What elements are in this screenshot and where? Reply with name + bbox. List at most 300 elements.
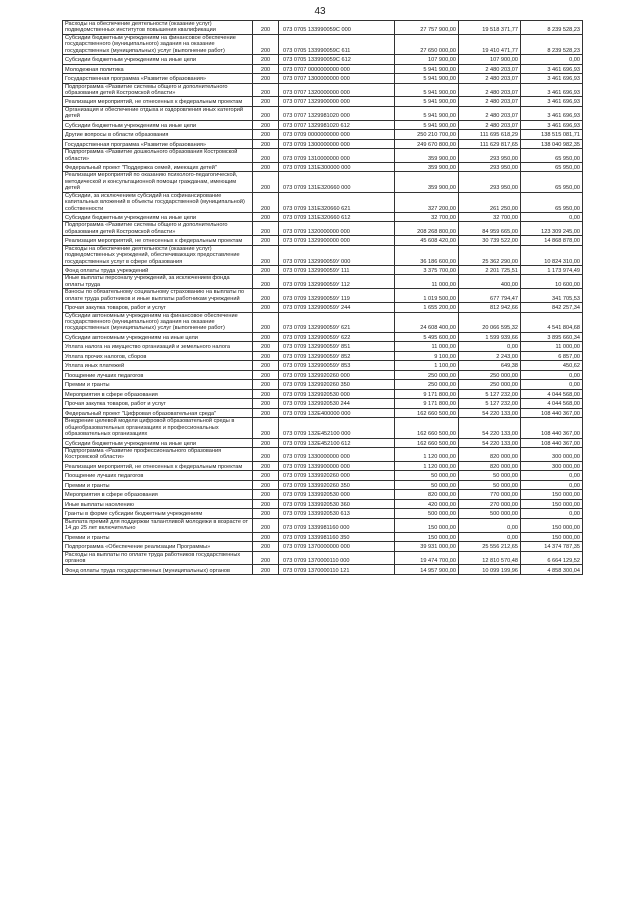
row-approved-amount-cell: 5 941 900,00 [395,97,459,107]
row-unexecuted-amount-cell: 341 705,53 [521,289,583,303]
row-admin-code-cell: 200 [253,332,279,342]
row-unexecuted-amount-cell: 3 461 696,93 [521,74,583,84]
row-name-cell: Подпрограмма «Развитие системы общего и дополнительного образования детей Костромской области» [63,83,253,97]
row-approved-amount-cell: 5 941 900,00 [395,74,459,84]
row-executed-amount-cell: 250 000,00 [459,370,521,380]
row-admin-code-cell: 200 [253,64,279,74]
row-approved-amount-cell: 327 200,00 [395,192,459,212]
row-budget-code-cell: 073 0709 132990059У 112 [279,275,395,289]
row-name-cell: Субсидии автономным учреждениям на финансовое обеспечение государственного (муниципального) задания на оказание государственных (муниципальных) услуг (выполнение работ) [63,312,253,332]
table-row [63,480,583,490]
row-executed-amount-cell: 261 250,00 [459,192,521,212]
table-row [63,509,583,519]
row-admin-code-cell: 200 [253,551,279,565]
row-admin-code-cell: 200 [253,370,279,380]
row-budget-code-cell: 073 0709 131Е300000 000 [279,162,395,172]
table-row [63,471,583,481]
row-budget-code-cell: 073 0709 131Е320660 000 [279,172,395,192]
row-approved-amount-cell: 1 120 000,00 [395,461,459,471]
row-admin-code-cell: 200 [253,120,279,130]
row-budget-code-cell: 073 0707 1300000000 000 [279,74,395,84]
table-row [63,83,583,97]
row-executed-amount-cell: 50 000,00 [459,480,521,490]
row-name-cell: Уплата иных платежей [63,361,253,371]
row-budget-code-cell: 073 0709 132990059У 119 [279,289,395,303]
table-row [63,389,583,399]
row-budget-code-cell: 073 0709 132Е452100 000 [279,418,395,438]
table-row [63,518,583,532]
row-budget-code-cell: 073 0709 1330000000 000 [279,448,395,462]
row-executed-amount-cell: 20 066 595,32 [459,312,521,332]
table-row [63,332,583,342]
row-unexecuted-amount-cell: 150 000,00 [521,490,583,500]
table-row [63,236,583,246]
row-executed-amount-cell: 12 810 570,48 [459,551,521,565]
row-approved-amount-cell: 39 931 000,00 [395,542,459,552]
row-unexecuted-amount-cell: 123 309 245,00 [521,222,583,236]
row-approved-amount-cell: 5 941 900,00 [395,106,459,120]
row-budget-code-cell: 073 0709 1339920530 360 [279,499,395,509]
row-executed-amount-cell: 19 410 471,77 [459,34,521,54]
row-name-cell: Премии и гранты [63,532,253,542]
table-row [63,499,583,509]
row-executed-amount-cell: 32 700,00 [459,212,521,222]
row-unexecuted-amount-cell: 10 824 310,00 [521,245,583,265]
row-executed-amount-cell: 812 942,66 [459,303,521,313]
row-approved-amount-cell: 32 700,00 [395,212,459,222]
row-unexecuted-amount-cell: 3 461 696,93 [521,83,583,97]
row-budget-code-cell: 073 0709 1370000000 000 [279,542,395,552]
row-approved-amount-cell: 24 608 400,00 [395,312,459,332]
row-name-cell: Расходы на обеспечение деятельности (оказание услуг) подведомственных учреждений, обеспечивающих предоставление государственных услуг в сфере образования [63,245,253,265]
row-admin-code-cell: 200 [253,461,279,471]
row-admin-code-cell: 200 [253,448,279,462]
row-admin-code-cell: 200 [253,342,279,352]
row-budget-code-cell: 073 0709 1329920260 000 [279,370,395,380]
row-executed-amount-cell: 820 000,00 [459,461,521,471]
row-executed-amount-cell: 2 243,00 [459,351,521,361]
row-budget-code-cell: 073 0709 132990059У 111 [279,265,395,275]
row-admin-code-cell: 200 [253,361,279,371]
row-admin-code-cell: 200 [253,380,279,390]
row-budget-code-cell: 073 0709 1329920260 350 [279,380,395,390]
row-admin-code-cell: 200 [253,106,279,120]
row-executed-amount-cell: 5 127 232,00 [459,389,521,399]
row-name-cell: Премии и гранты [63,480,253,490]
row-approved-amount-cell: 9 100,00 [395,351,459,361]
table-row [63,532,583,542]
row-approved-amount-cell: 162 660 500,00 [395,408,459,418]
row-name-cell: Федеральный проект "Поддержка семей, имеющих детей" [63,162,253,172]
row-admin-code-cell: 200 [253,172,279,192]
row-budget-code-cell: 073 0709 132990059У 244 [279,303,395,313]
row-budget-code-cell: 073 0709 1339981160 000 [279,518,395,532]
table-row [63,351,583,361]
row-name-cell: Государственная программа «Развитие образования» [63,74,253,84]
row-name-cell: Уплата прочих налогов, сборов [63,351,253,361]
row-unexecuted-amount-cell: 842 257,34 [521,303,583,313]
row-budget-code-cell: 073 0709 132990059У 851 [279,342,395,352]
row-unexecuted-amount-cell: 3 461 696,93 [521,106,583,120]
row-name-cell: Выплата премий для поддержки талантливой молодежи в возрасте от 14 до 25 лет включительно [63,518,253,532]
row-unexecuted-amount-cell: 14 868 878,00 [521,236,583,246]
row-admin-code-cell: 200 [253,192,279,212]
budget-table-body [63,21,583,575]
row-unexecuted-amount-cell: 0,00 [521,370,583,380]
row-admin-code-cell: 200 [253,149,279,163]
row-budget-code-cell: 073 0709 132990059У 852 [279,351,395,361]
row-executed-amount-cell: 50 000,00 [459,471,521,481]
row-admin-code-cell: 200 [253,399,279,409]
table-row [63,448,583,462]
row-executed-amount-cell: 1 599 939,66 [459,332,521,342]
table-row [63,370,583,380]
table-row [63,130,583,140]
table-row [63,192,583,212]
row-name-cell: Мероприятия в сфере образования [63,490,253,500]
row-admin-code-cell: 200 [253,245,279,265]
table-row [63,106,583,120]
row-budget-code-cell: 073 0709 132990059У 621 [279,312,395,332]
row-admin-code-cell: 200 [253,139,279,149]
row-name-cell: Фонд оплаты труда государственных (муниципальных) органов [63,565,253,575]
row-executed-amount-cell: 2 480 203,07 [459,74,521,84]
table-row [63,265,583,275]
row-admin-code-cell: 200 [253,389,279,399]
row-name-cell: Поощрение лучших педагогов [63,471,253,481]
row-unexecuted-amount-cell: 4 541 804,68 [521,312,583,332]
row-executed-amount-cell: 293 950,00 [459,162,521,172]
row-approved-amount-cell: 107 900,00 [395,55,459,65]
table-row [63,97,583,107]
row-unexecuted-amount-cell: 108 440 367,00 [521,408,583,418]
row-admin-code-cell: 200 [253,74,279,84]
row-name-cell: Фонд оплаты труда учреждений [63,265,253,275]
row-admin-code-cell: 200 [253,499,279,509]
row-budget-code-cell: 073 0709 1339920260 000 [279,471,395,481]
row-approved-amount-cell: 27 757 900,00 [395,21,459,35]
row-admin-code-cell: 200 [253,21,279,35]
row-approved-amount-cell: 9 171 800,00 [395,399,459,409]
row-budget-code-cell: 073 0709 132Е400000 000 [279,408,395,418]
row-budget-code-cell: 073 0707 1329981020 000 [279,106,395,120]
row-executed-amount-cell: 820 000,00 [459,448,521,462]
row-approved-amount-cell: 5 941 900,00 [395,64,459,74]
table-row [63,162,583,172]
row-unexecuted-amount-cell: 8 239 528,23 [521,21,583,35]
row-admin-code-cell: 200 [253,222,279,236]
table-row [63,212,583,222]
row-executed-amount-cell: 25 362 290,00 [459,245,521,265]
row-approved-amount-cell: 820 000,00 [395,490,459,500]
row-executed-amount-cell: 111 629 817,65 [459,139,521,149]
row-approved-amount-cell: 11 000,00 [395,342,459,352]
row-approved-amount-cell: 9 171 800,00 [395,389,459,399]
row-unexecuted-amount-cell: 3 461 696,93 [521,120,583,130]
row-budget-code-cell: 073 0709 1370000110 000 [279,551,395,565]
row-admin-code-cell: 200 [253,34,279,54]
row-unexecuted-amount-cell: 3 461 696,93 [521,64,583,74]
row-unexecuted-amount-cell: 0,00 [521,480,583,490]
row-name-cell: Реализация мероприятий по оказанию психолого-педагогической, методической и консультационной помощи гражданам, имеющим детей [63,172,253,192]
row-admin-code-cell: 200 [253,418,279,438]
row-name-cell: Уплата налога на имущество организаций и земельного налога [63,342,253,352]
row-budget-code-cell: 073 0707 0000000000 000 [279,64,395,74]
row-approved-amount-cell: 162 660 500,00 [395,418,459,438]
row-budget-code-cell: 073 0707 1329981020 612 [279,120,395,130]
row-admin-code-cell: 200 [253,97,279,107]
row-unexecuted-amount-cell: 65 950,00 [521,172,583,192]
row-executed-amount-cell: 19 518 371,77 [459,21,521,35]
row-admin-code-cell: 200 [253,471,279,481]
row-approved-amount-cell: 1 655 200,00 [395,303,459,313]
table-row [63,418,583,438]
row-unexecuted-amount-cell: 138 040 982,35 [521,139,583,149]
row-unexecuted-amount-cell: 0,00 [521,471,583,481]
row-executed-amount-cell: 0,00 [459,532,521,542]
row-executed-amount-cell: 770 000,00 [459,490,521,500]
row-unexecuted-amount-cell: 300 000,00 [521,461,583,471]
table-row [63,565,583,575]
row-executed-amount-cell: 0,00 [459,518,521,532]
row-executed-amount-cell: 400,00 [459,275,521,289]
row-budget-code-cell: 073 0709 1320000000 000 [279,222,395,236]
row-budget-code-cell: 073 0707 1329900000 000 [279,97,395,107]
row-name-cell: Молодежная политика [63,64,253,74]
row-budget-code-cell: 073 0709 0000000000 000 [279,130,395,140]
row-approved-amount-cell: 1 019 500,00 [395,289,459,303]
row-unexecuted-amount-cell: 6 664 129,52 [521,551,583,565]
row-executed-amount-cell: 293 950,00 [459,149,521,163]
row-unexecuted-amount-cell: 4 044 568,00 [521,389,583,399]
row-executed-amount-cell: 649,38 [459,361,521,371]
row-unexecuted-amount-cell: 3 461 696,93 [521,97,583,107]
row-budget-code-cell: 073 0709 1339900000 000 [279,461,395,471]
row-name-cell: Подпрограмма «Развитие профессионального образования Костромской области» [63,448,253,462]
row-admin-code-cell: 200 [253,289,279,303]
row-executed-amount-cell: 111 695 618,29 [459,130,521,140]
row-name-cell: Субсидии бюджетным учреждениям на иные цели [63,120,253,130]
table-row [63,149,583,163]
row-budget-code-cell: 073 0709 1329900000 000 [279,236,395,246]
row-executed-amount-cell: 10 099 199,96 [459,565,521,575]
table-row [63,120,583,130]
row-name-cell: Реализация мероприятий, не отнесенных к федеральным проектам [63,461,253,471]
row-unexecuted-amount-cell: 1 173 974,49 [521,265,583,275]
row-name-cell: Внедрение целевой модели цифровой образовательной среды в общеобразовательных организациях и профессиональных образовательных организациях [63,418,253,438]
row-name-cell: Гранты в форме субсидии бюджетным учреждениям [63,509,253,519]
row-admin-code-cell: 200 [253,130,279,140]
row-budget-code-cell: 073 0709 1329920530 000 [279,389,395,399]
row-unexecuted-amount-cell: 300 000,00 [521,448,583,462]
table-row [63,172,583,192]
row-admin-code-cell: 200 [253,490,279,500]
row-executed-amount-cell: 84 959 665,00 [459,222,521,236]
row-executed-amount-cell: 30 739 522,00 [459,236,521,246]
row-approved-amount-cell: 19 474 700,00 [395,551,459,565]
row-approved-amount-cell: 50 000,00 [395,471,459,481]
row-approved-amount-cell: 27 650 000,00 [395,34,459,54]
row-admin-code-cell: 200 [253,275,279,289]
row-approved-amount-cell: 250 000,00 [395,370,459,380]
row-name-cell: Реализация мероприятий, не отнесенных к федеральным проектам [63,236,253,246]
row-budget-code-cell: 073 0709 1329920530 244 [279,399,395,409]
table-row [63,303,583,313]
row-executed-amount-cell: 54 220 133,00 [459,408,521,418]
row-budget-code-cell: 073 0709 132990059У 853 [279,361,395,371]
row-admin-code-cell: 200 [253,236,279,246]
row-approved-amount-cell: 50 000,00 [395,480,459,490]
row-unexecuted-amount-cell: 138 515 081,71 [521,130,583,140]
table-row [63,245,583,265]
row-approved-amount-cell: 420 000,00 [395,499,459,509]
budget-table [62,20,583,575]
row-budget-code-cell: 073 0709 1339920530 613 [279,509,395,519]
row-approved-amount-cell: 250 210 700,00 [395,130,459,140]
row-admin-code-cell: 200 [253,212,279,222]
row-name-cell: Подпрограмма «Обеспечение реализации Программы» [63,542,253,552]
row-executed-amount-cell: 2 201 725,51 [459,265,521,275]
row-approved-amount-cell: 5 495 600,00 [395,332,459,342]
table-row [63,55,583,65]
row-unexecuted-amount-cell: 0,00 [521,380,583,390]
row-unexecuted-amount-cell: 150 000,00 [521,532,583,542]
row-admin-code-cell: 200 [253,312,279,332]
row-unexecuted-amount-cell: 8 239 528,23 [521,34,583,54]
row-name-cell: Субсидии бюджетным учреждениям на финансовое обеспечение государственного (муниципального) задания на оказание государственных (муниципальных) услуг (выполнение работ) [63,34,253,54]
row-budget-code-cell: 073 0709 131Е320660 621 [279,192,395,212]
row-name-cell: Субсидии бюджетным учреждениям на иные цели [63,55,253,65]
row-executed-amount-cell: 0,00 [459,342,521,352]
row-budget-code-cell: 073 0709 1310000000 000 [279,149,395,163]
row-admin-code-cell: 200 [253,162,279,172]
row-unexecuted-amount-cell: 65 950,00 [521,162,583,172]
row-approved-amount-cell: 36 186 600,00 [395,245,459,265]
row-unexecuted-amount-cell: 108 440 367,00 [521,418,583,438]
row-approved-amount-cell: 249 670 800,00 [395,139,459,149]
row-executed-amount-cell: 2 480 203,07 [459,120,521,130]
row-executed-amount-cell: 54 220 133,00 [459,418,521,438]
row-admin-code-cell: 200 [253,55,279,65]
row-name-cell: Прочая закупка товаров, работ и услуг [63,303,253,313]
row-approved-amount-cell: 162 660 500,00 [395,438,459,448]
row-budget-code-cell: 073 0705 133990059С 612 [279,55,395,65]
row-approved-amount-cell: 14 957 900,00 [395,565,459,575]
row-approved-amount-cell: 5 941 900,00 [395,83,459,97]
row-name-cell: Подпрограмма «Развитие системы общего и дополнительного образования детей Костромской области» [63,222,253,236]
row-unexecuted-amount-cell: 6 857,00 [521,351,583,361]
row-budget-code-cell: 073 0709 132990059У 622 [279,332,395,342]
row-unexecuted-amount-cell: 4 044 568,00 [521,399,583,409]
row-name-cell: Подпрограмма «Развитие дошкольного образования Костромской области» [63,149,253,163]
row-executed-amount-cell: 2 480 203,07 [459,106,521,120]
row-approved-amount-cell: 359 900,00 [395,162,459,172]
row-name-cell: Мероприятия в сфере образования [63,389,253,399]
table-row [63,21,583,35]
row-executed-amount-cell: 54 220 133,00 [459,438,521,448]
row-approved-amount-cell: 150 000,00 [395,532,459,542]
row-name-cell: Субсидии, за исключением субсидий на софинансирование капитальных вложений в объекты государственной (муниципальной) собственности [63,192,253,212]
row-admin-code-cell: 200 [253,565,279,575]
table-row [63,222,583,236]
row-approved-amount-cell: 359 900,00 [395,172,459,192]
row-name-cell: Поощрение лучших педагогов [63,370,253,380]
row-unexecuted-amount-cell: 450,62 [521,361,583,371]
row-unexecuted-amount-cell: 108 440 367,00 [521,438,583,448]
row-unexecuted-amount-cell: 65 950,00 [521,192,583,212]
row-admin-code-cell: 200 [253,438,279,448]
row-name-cell: Премии и гранты [63,380,253,390]
row-admin-code-cell: 200 [253,83,279,97]
row-admin-code-cell: 200 [253,542,279,552]
row-name-cell: Расходы на обеспечение деятельности (оказание услуг) подведомственных институтов повышения квалификации [63,21,253,35]
table-row [63,289,583,303]
row-admin-code-cell: 200 [253,408,279,418]
row-unexecuted-amount-cell: 11 000,00 [521,342,583,352]
row-name-cell: Взносы по обязательному социальному страхованию на выплаты по оплате труда работников и иные выплаты работникам учреждений [63,289,253,303]
table-row [63,361,583,371]
row-budget-code-cell: 073 0705 133990059С 611 [279,34,395,54]
row-unexecuted-amount-cell: 150 000,00 [521,518,583,532]
row-name-cell: Субсидии бюджетным учреждениям на иные цели [63,438,253,448]
row-admin-code-cell: 200 [253,351,279,361]
row-unexecuted-amount-cell: 10 600,00 [521,275,583,289]
row-budget-code-cell: 073 0709 1300000000 000 [279,139,395,149]
table-row [63,139,583,149]
row-admin-code-cell: 200 [253,509,279,519]
row-unexecuted-amount-cell: 0,00 [521,55,583,65]
row-name-cell: Организация и обеспечение отдыха и оздоровления иных категорий детей [63,106,253,120]
row-executed-amount-cell: 25 556 212,65 [459,542,521,552]
row-approved-amount-cell: 359 900,00 [395,149,459,163]
row-budget-code-cell: 073 0707 1320000000 000 [279,83,395,97]
row-approved-amount-cell: 1 100,00 [395,361,459,371]
table-row [63,380,583,390]
table-row [63,551,583,565]
row-name-cell: Прочая закупка товаров, работ и услуг [63,399,253,409]
row-unexecuted-amount-cell: 0,00 [521,509,583,519]
row-name-cell: Расходы на выплаты по оплате труда работников государственных органов [63,551,253,565]
row-approved-amount-cell: 250 000,00 [395,380,459,390]
row-name-cell: Субсидии автономным учреждениям на иные цели [63,332,253,342]
row-approved-amount-cell: 1 120 000,00 [395,448,459,462]
page-number: 43 [314,6,326,17]
row-unexecuted-amount-cell: 150 000,00 [521,499,583,509]
table-row [63,461,583,471]
row-executed-amount-cell: 2 480 203,07 [459,64,521,74]
row-budget-code-cell: 073 0709 1370000110 121 [279,565,395,575]
row-budget-code-cell: 073 0705 133990059С 000 [279,21,395,35]
row-budget-code-cell: 073 0709 1339920530 000 [279,490,395,500]
row-budget-code-cell: 073 0709 131Е320660 612 [279,212,395,222]
row-approved-amount-cell: 208 268 800,00 [395,222,459,236]
row-executed-amount-cell: 107 900,00 [459,55,521,65]
row-name-cell: Иные выплаты персоналу учреждений, за исключением фонда оплаты труда [63,275,253,289]
table-row [63,490,583,500]
row-approved-amount-cell: 500 000,00 [395,509,459,519]
row-unexecuted-amount-cell: 14 374 787,35 [521,542,583,552]
row-name-cell: Реализация мероприятий, не отнесенных к федеральным проектам [63,97,253,107]
row-budget-code-cell: 073 0709 132990059У 000 [279,245,395,265]
row-budget-code-cell: 073 0709 1339981160 350 [279,532,395,542]
row-name-cell: Другие вопросы в области образования [63,130,253,140]
row-executed-amount-cell: 250 000,00 [459,380,521,390]
table-row [63,64,583,74]
table-row [63,399,583,409]
row-approved-amount-cell: 150 000,00 [395,518,459,532]
row-executed-amount-cell: 2 480 203,07 [459,97,521,107]
row-unexecuted-amount-cell: 0,00 [521,212,583,222]
